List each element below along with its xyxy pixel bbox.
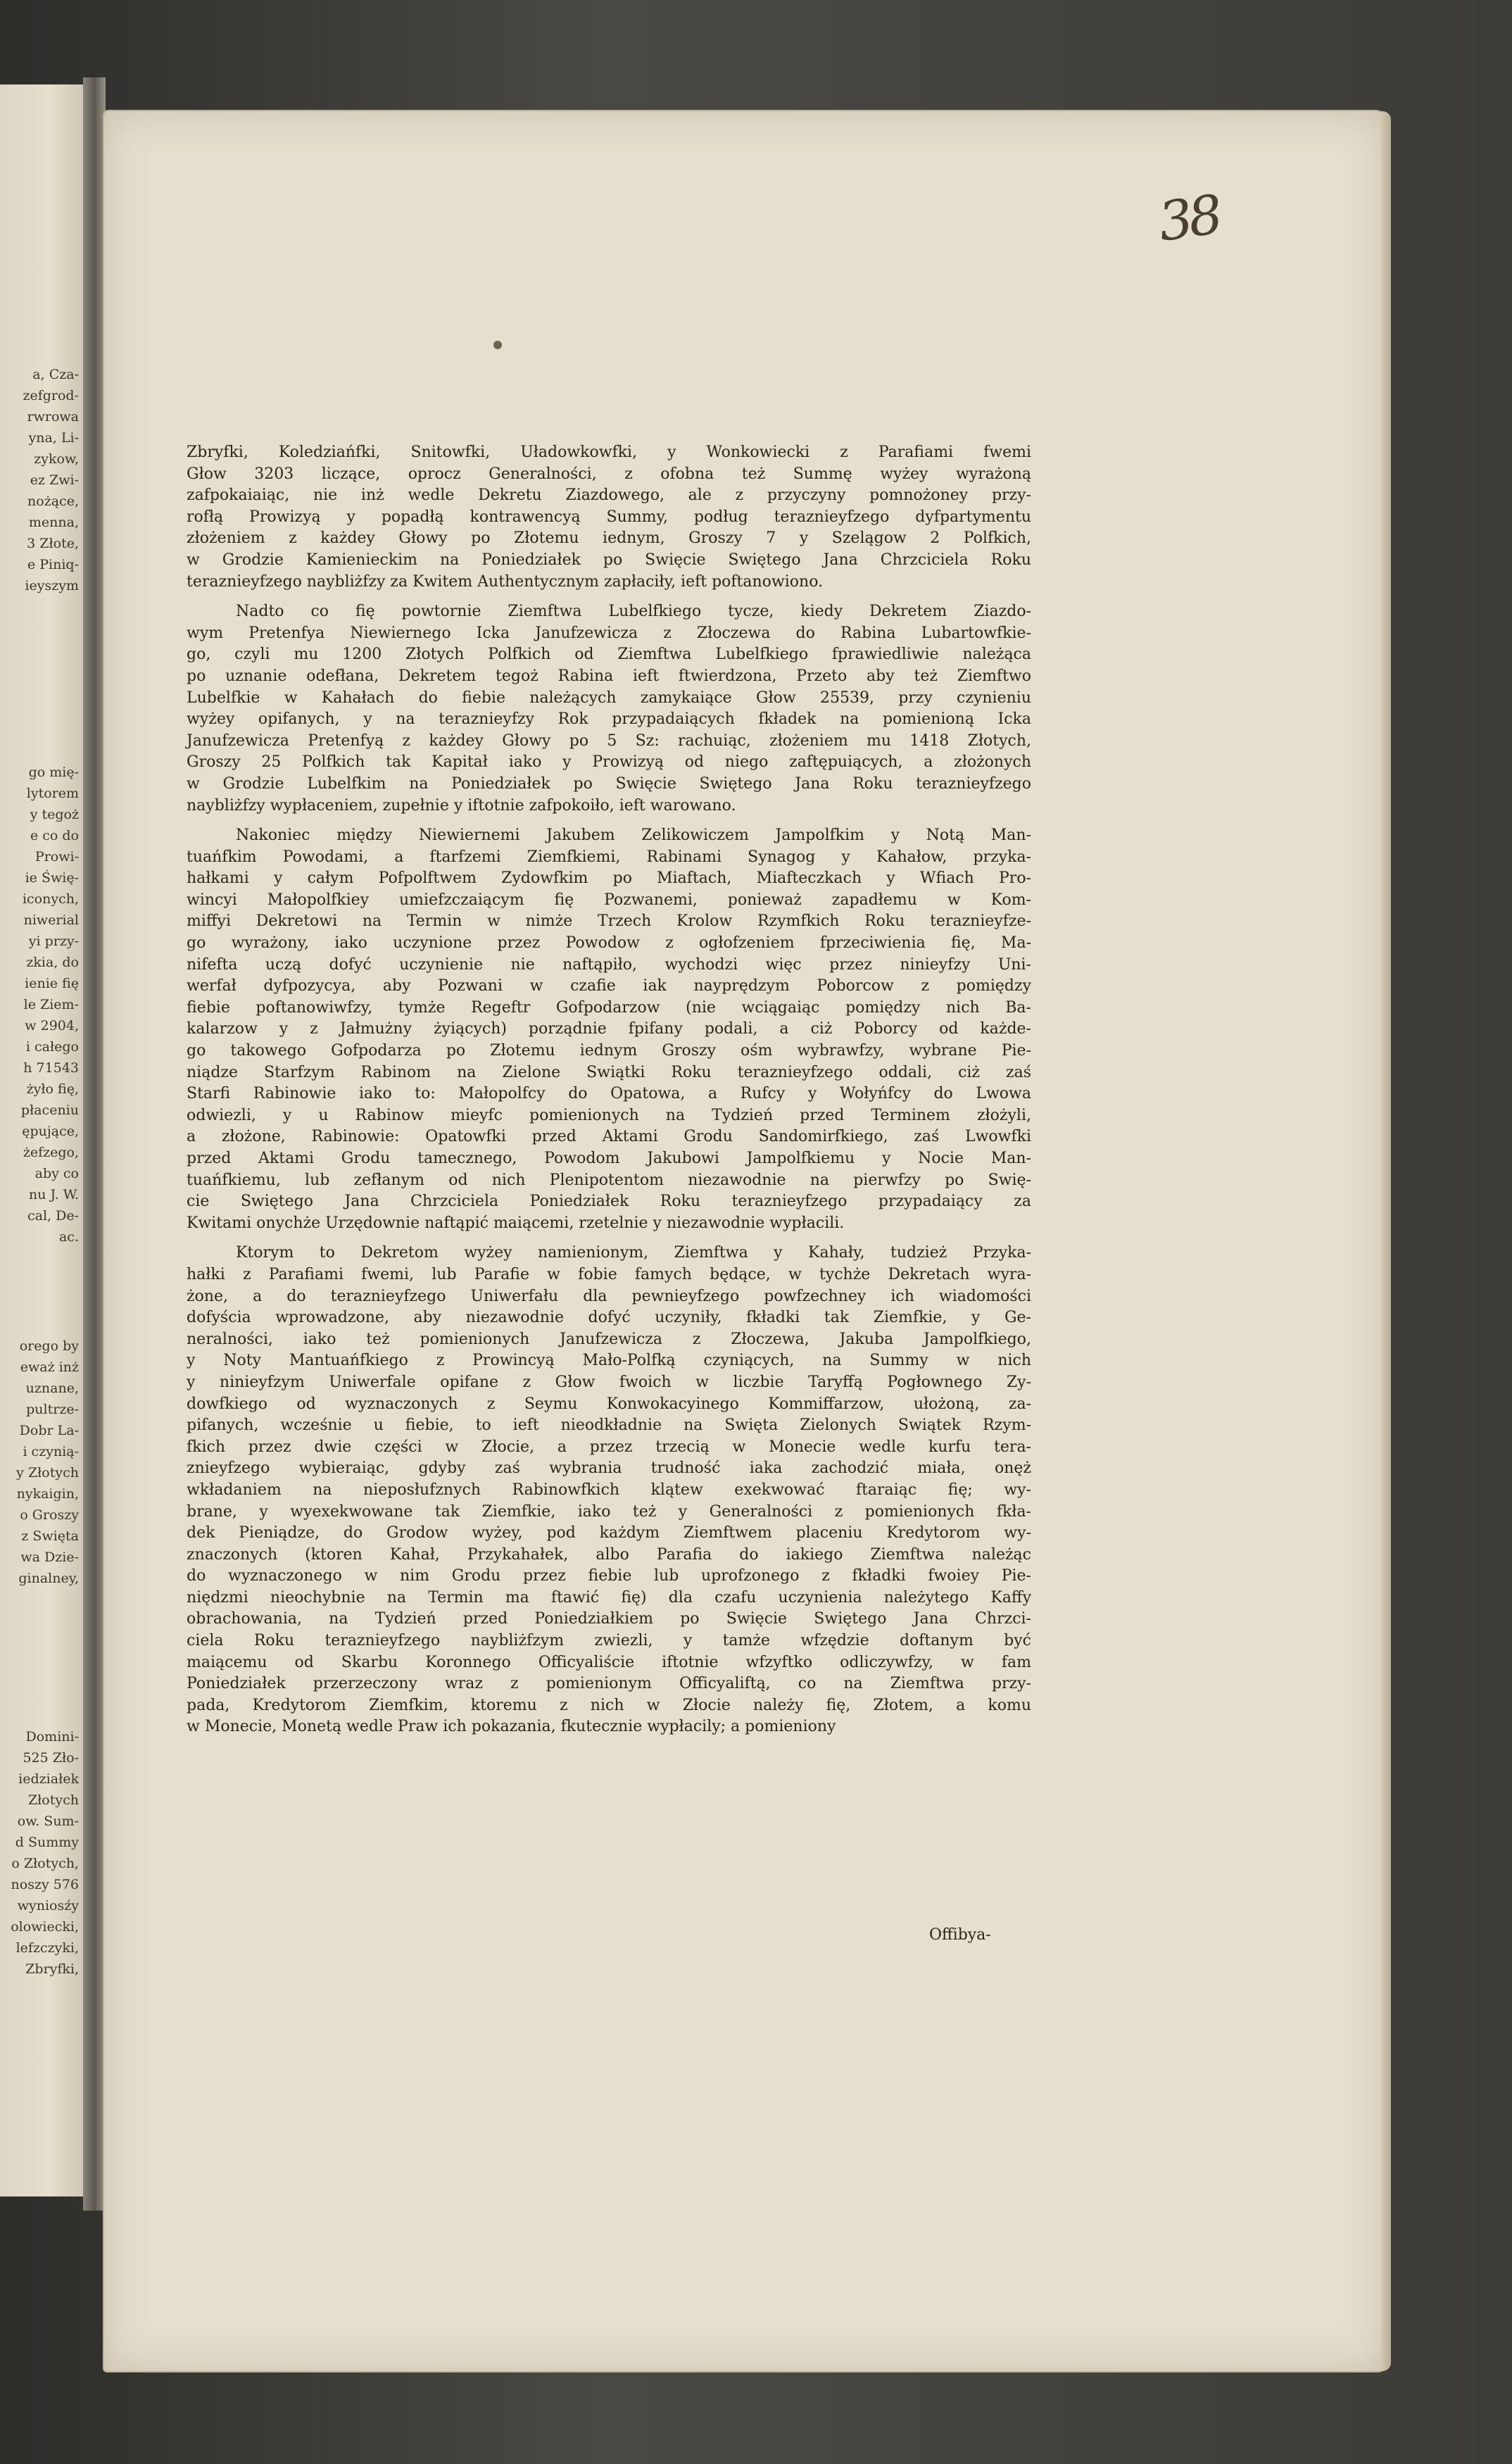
- left-page-fragment: olowiecki,: [11, 1919, 79, 1935]
- left-page-fragment: y tegoż: [30, 807, 79, 822]
- left-page-fragment: żyło fię,: [26, 1081, 79, 1097]
- page-edge: [1381, 111, 1391, 2371]
- left-page-fragment: aby co: [34, 1166, 79, 1181]
- left-page-fragment: yi przy-: [28, 934, 79, 949]
- left-page-fragment: iedziałek: [18, 1771, 79, 1787]
- left-page-fragment: a, Cza-: [32, 367, 79, 382]
- text-line: Nadto co fię powtornie Ziemftwa Lubelfkiego tycze, kiedy Dekretem Ziazdo-: [236, 603, 1031, 621]
- paragraph: [187, 825, 1031, 1234]
- left-page-fragment: noszy 576: [11, 1877, 79, 1892]
- text-line: przed Aktami Grodu tamecznego, Powodom Jakubowi Jampolfkiemu y Nocie Man-: [187, 1150, 1031, 1167]
- left-page-fragment: ac.: [58, 1229, 79, 1245]
- text-line: w Grodzie Kamienieckim na Poniedziałek po Swięcie Swiętego Jana Chrzciciela Roku: [187, 551, 1031, 569]
- text-line: dofyścia wprowadzone, aby niezawodnie dofyć uczyniły, fkładki tak Ziemfkie, y Ge-: [187, 1309, 1031, 1327]
- text-line: Janufzewicza Pretenfyą z każdey Głowy po 5 Sz: rachuiąc, złożeniem mu 1418 Złotych,: [187, 731, 1031, 750]
- text-line: wym Pretenfya Niewiernego Icka Janufzewicza z Złoczewa do Rabina Lubartowfkie-: [187, 624, 1031, 642]
- text-line: po uznanie odefłana, Dekretem tegoż Rabina ieft ftwierdzona, Przeto aby też Ziemftwo: [187, 667, 1031, 685]
- left-page-fragment: Zbryfki,: [25, 1961, 79, 1977]
- text-line: go takowego Gofpodarza po Złotemu iednym Groszy ośm wybrawfzy, wybrane Pie-: [187, 1042, 1031, 1060]
- text-line: werfał dyfpozycya, aby Pozwani w czafie iak nayprędzym Poborcow z pomiędzy: [187, 977, 1031, 995]
- text-line: Nakoniec między Niewiernemi Jakubem Zelikowiczem Jampolfkim y Notą Man-: [236, 826, 1031, 845]
- left-page-fragment: zkia, do: [26, 955, 79, 970]
- left-page-fragment: lytorem: [26, 786, 79, 801]
- left-page-fragment: e co do: [30, 828, 79, 843]
- text-line: pifanych, wcześnie u fiebie, to ieft nieodkładnie na Swięta Zielonych Swiątek Rzym-: [187, 1416, 1031, 1435]
- left-page-fragment: nu J. W.: [29, 1187, 79, 1202]
- left-page-fragment: 525 Zło-: [23, 1750, 79, 1766]
- text-line: dowfkiego od wyznaczonych z Seymu Konwokacyinego Kommiffarzow, ułożoną, za-: [187, 1395, 1031, 1413]
- left-page-fragment: niwerial: [23, 912, 79, 928]
- left-page-fragment: Złotych: [27, 1792, 79, 1808]
- book-gutter: [83, 77, 106, 2211]
- text-line: Groszy 25 Polfkich tak Kapitał iako y Prowizyą od niego zaftępuiących, a złożonych: [187, 753, 1031, 772]
- left-page-fragment: 3 Złote,: [27, 536, 79, 551]
- left-facing-page: [0, 84, 83, 2196]
- left-page-fragment: żefzego,: [23, 1145, 79, 1160]
- left-page-fragment: menna,: [28, 515, 79, 530]
- text-line: Kwitami onychże Urzędownie naftąpić maiącemi, rzetelnie y niezawodnie wypłacili.: [187, 1214, 845, 1232]
- left-page-fragment: go mię-: [28, 765, 79, 780]
- left-page-fragment: eważ inż: [20, 1359, 79, 1375]
- text-line: go wyrażony, iako uczynione przez Powodow z ogłofzeniem fprzeciwienia fię, Ma-: [187, 934, 1031, 953]
- left-page-fragment: Domini-: [25, 1729, 79, 1745]
- text-line: Lubelfkie w Kahałach do fiebie należących zamykaiące Głow 25539, przy czynieniu: [187, 689, 1031, 707]
- left-page-fragment: ienie fię: [25, 976, 79, 991]
- text-line: fkich przez dwie części w Złocie, a przez trzecią w Monecie wedle kurfu tera-: [187, 1438, 1031, 1456]
- text-line: Ktorym to Dekretom wyżey namienionym, Ziemftwa y Kahały, tudzież Przyka-: [236, 1244, 1031, 1262]
- text-line: tuańfkim Powodami, a ftarfzemi Ziemfkiemi, Rabinami Synagog y Kahałow, przyka-: [187, 848, 1031, 866]
- body-text: [187, 442, 1031, 1747]
- left-page-fragment: rwrowa: [27, 409, 79, 425]
- text-line: go, czyli mu 1200 Złotych Polfkich od Ziemftwa Lubelfkiego fprawiedliwie należąca: [187, 646, 1031, 664]
- left-page-fragment: w 2904,: [25, 1018, 79, 1033]
- text-line: wincyi Małopolfkiey umiefzczaiącym fię Pozwanemi, ponieważ zapadłemu w Kom-: [187, 891, 1031, 909]
- left-page-fragment: Prowi-: [34, 849, 79, 865]
- text-line: Starfi Rabinowie iako to: Małopolfcy do Opatowa, a Rufcy y Wołyńfcy do Lwowa: [187, 1085, 1031, 1103]
- left-page-fragment: iconych,: [22, 891, 79, 907]
- left-page-fragment: zykow,: [34, 451, 79, 467]
- text-line: Poniedziałek przerzeczony wraz z pomienionym Officyaliftą, co na Ziemftwa przy-: [187, 1675, 1031, 1693]
- text-line: hałkami y całym Pofpolftwem Zydowfkim po Miaftach, Miafteczkach y Wfiach Pro-: [187, 869, 1031, 888]
- left-page-fragment: wyniosźy: [17, 1898, 79, 1913]
- left-page-fragment: nykaigin,: [16, 1486, 79, 1502]
- left-page-fragment: płaceniu: [20, 1102, 79, 1118]
- text-line: wkładaniem na nieposłufznych Rabinowfkich klątew exekwować ftaraiąc fię; wy-: [187, 1481, 1031, 1499]
- catchword: Offibya-: [929, 1926, 991, 1944]
- left-page-fragment: ez Zwi-: [30, 472, 79, 488]
- text-line: hałki z Parafiami fwemi, lub Parafie w fobie famych będące, w tychże Dekretach wyra-: [187, 1265, 1031, 1283]
- left-page-fragment: h 71543: [23, 1060, 79, 1076]
- text-line: teraznieyfzego naybliżfzy za Kwitem Authentycznym zapłaciły, ieft poftanowiono.: [187, 572, 824, 591]
- left-page-fragment: e Piniq-: [27, 557, 79, 572]
- left-page-fragment: nożące,: [27, 494, 79, 509]
- text-line: kalarzow y z Jałmużny żyiących) porządnie fpifany podali, a ciż Poborcy od każde-: [187, 1020, 1031, 1038]
- text-line: y Noty Mantuańfkiego z Prowincyą Mało-Polfką czyniących, na Summy w nich: [187, 1352, 1031, 1370]
- left-page-fragment: orego by: [19, 1338, 79, 1354]
- text-line: dek Pieniądze, do Grodow wyżey, pod każdym Ziemftwem placeniu Kredytorom wy-: [187, 1524, 1031, 1542]
- text-line: Zbryfki, Koledziańfki, Snitowfki, Uładowkowfki, y Wonkowiecki z Parafiami fwemi: [187, 444, 1031, 461]
- folio-number: 38: [1154, 182, 1223, 253]
- text-line: y ninieyfzym Uniwerfale opifane z Głow fwoich w liczbie Taryffą Pogłownego Zy-: [187, 1373, 1031, 1391]
- left-page-fragment: wa Dzie-: [20, 1550, 79, 1565]
- left-page-fragment: uznane,: [25, 1381, 79, 1396]
- left-page-fragment: lefzczyki,: [15, 1940, 79, 1956]
- text-line: wyżey opifanych, y na teraznieyfzy Rok przypadaiących fkładek na pomienioną Icka: [187, 710, 1031, 729]
- text-line: a złożone, Rabinowie: Opatowfki przed Aktami Grodu Sandomirfkiego, zaś Lwowfki: [187, 1128, 1031, 1146]
- text-line: w Monecie, Monetą wedle Praw ich pokazania, fkutecznie wypłacily; a pomieniony: [187, 1718, 836, 1736]
- left-page-fragment: o Złotych,: [11, 1856, 79, 1871]
- text-line: zafpokaiaiąc, nie inż wedle Dekretu Ziazdowego, ale z przyczyny pomnożoney przy-: [187, 486, 1031, 505]
- text-line: Głow 3203 liczące, oprocz Generalności, z ofobna też Summę wyżey wyrażoną: [187, 465, 1031, 483]
- text-line: w Grodzie Lubelfkim na Poniedziałek po Swięcie Swiętego Jana Roku teraznieyfzego: [187, 774, 1031, 793]
- text-line: złożeniem z każdey Głowy po Złotemu iednym, Groszy 7 y Szelągow 2 Polfkich,: [187, 529, 1031, 548]
- text-line: neralności, iako też pomienionych Janufzewicza z Złoczewa, Jakuba Jampolfkiego,: [187, 1330, 1031, 1348]
- paragraph: [187, 442, 1031, 593]
- left-page-fragment: le Ziem-: [23, 997, 79, 1012]
- text-line: żone, a do teraznieyfzego Uniwerfału dla pewnieyfzego powfzechney ich wiadomości: [187, 1287, 1031, 1305]
- text-line: cie Swiętego Jana Chrzciciela Poniedziałek Roku teraznieyfzego przypadaiący za: [187, 1193, 1031, 1211]
- left-page-fragment: Dobr La-: [19, 1423, 79, 1438]
- left-page-fragment: zefgrod-: [23, 388, 79, 403]
- text-line: tuańfkiemu, lub zefłanym od nich Plenipotentom niezawodnie na pierwfzy po Swię-: [187, 1171, 1031, 1189]
- left-page-fragment: d Summy: [15, 1835, 79, 1850]
- text-line: rofłą Prowizyą y popadłą kontrawencyą Summy, podług teraznieyfzego dyfpartymentu: [187, 508, 1031, 526]
- text-line: naybliżfzy wypłaceniem, zupełnie y iftotnie zafpokoiło, ieft warowano.: [187, 796, 736, 815]
- left-page-fragment: ępujące,: [22, 1124, 79, 1139]
- left-page-fragment: o Groszy: [20, 1507, 79, 1523]
- left-page-fragment: i czynią-: [23, 1444, 79, 1459]
- text-line: znaczonych (ktoren Kahał, Przykahałek, albo Parafia do iakiego Ziemftwa należąc: [187, 1545, 1031, 1564]
- left-page-fragment: i całego: [25, 1039, 79, 1055]
- left-page-fragment: yna, Li-: [28, 430, 79, 446]
- text-line: odwiezli, y u Rabinow mieyfc pomienionych na Tydzień przed Terminem złożyli,: [187, 1106, 1031, 1124]
- text-line: fiebie poftanowiwfzy, tymże Regeftr Gofpodarzow (nie wciągaiąc pomiędzy nich Ba-: [187, 998, 1031, 1017]
- text-line: znieyfzego wybieraiąc, gdyby zaś wybrania trudność iaka zachodzić miała, onęż: [187, 1459, 1031, 1478]
- text-line: ciela Roku teraznieyfzego naybliżfzym zwiezli, y tamże wfzędzie doftanym być: [187, 1632, 1031, 1650]
- text-line: pada, Kredytorom Ziemfkim, ktoremu z nich w Złocie należy fię, Złotem, a komu: [187, 1696, 1031, 1714]
- text-line: brane, y wyexekwowane tak Ziemfkie, iako też y Generalności z pomienionych fkła-: [187, 1502, 1031, 1521]
- left-page-fragment: z Swięta: [21, 1528, 79, 1544]
- left-page-fragment: ginalney,: [18, 1571, 79, 1586]
- left-page-fragment: cal, De-: [27, 1208, 79, 1224]
- text-line: nifefta uczą dofyć uczynienie nie naftąpiło, wychodzi więc przez ninieyfzy Uni-: [187, 955, 1031, 974]
- text-line: maiącemu od Skarbu Koronnego Officyaliście iftotnie wfzyftko odliczywfzy, w fam: [187, 1653, 1031, 1671]
- left-page-fragment: ow. Sum-: [17, 1814, 79, 1829]
- text-line: obrachowania, na Tydzień przed Poniedziałkiem po Swięcie Swiętego Jana Chrzci-: [187, 1610, 1031, 1628]
- left-page-fragment: ieyszym: [25, 578, 79, 593]
- text-line: miffyi Dekretowi na Termin w nimże Trzech Krolow Rzymfkich Roku teraznieyfze-: [187, 912, 1031, 931]
- left-page-fragment: y Złotych: [16, 1465, 79, 1481]
- ink-dot: [493, 341, 502, 349]
- left-page-fragment: ie Świę-: [25, 870, 79, 886]
- paragraph: [187, 1243, 1031, 1738]
- text-line: niądze Starfzym Rabinom na Zielone Swiątki Roku teraznieyfzego oddali, ciż zaś: [187, 1063, 1031, 1081]
- text-line: niędzmi nieochybnie na Termin ma ftawić fię) dla czafu uczynienia należytego Kaffy: [187, 1588, 1031, 1607]
- text-line: do wyznaczonego w nim Grodu przez fiebie lub uprofzonego z fkładki fwoiey Pie-: [187, 1567, 1031, 1585]
- paragraph: [187, 601, 1031, 817]
- left-page-fragment: pultrze-: [26, 1402, 79, 1417]
